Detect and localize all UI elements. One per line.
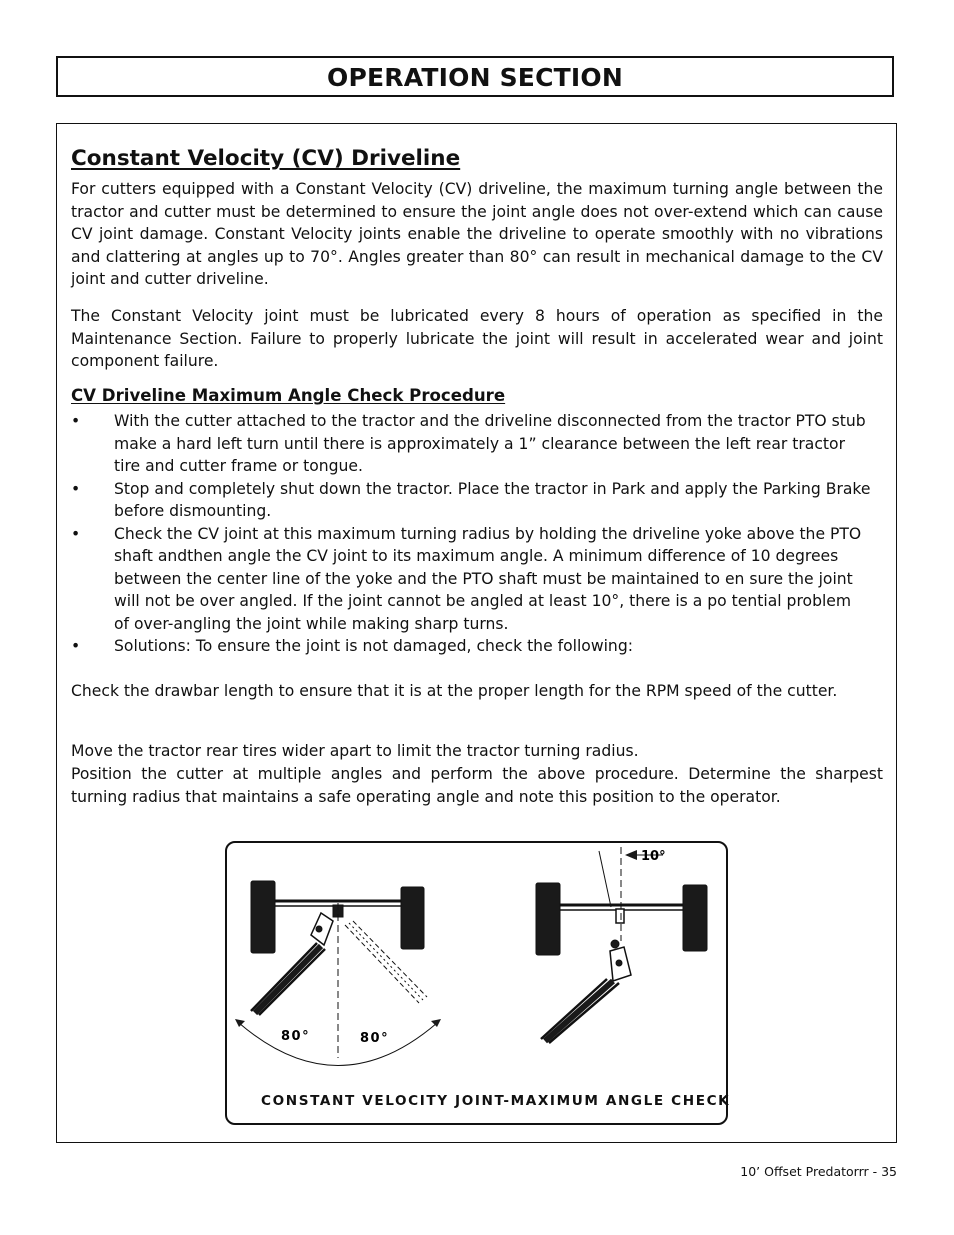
list-item bbox=[71, 635, 871, 658]
procedure-list bbox=[71, 410, 871, 658]
section-title: OPERATION SECTION bbox=[327, 63, 623, 92]
list-item-text: Check the CV joint at this maximum turning radius by holding the driveline yoke above the PTO shaft andthen angle the CV joint to its maximum angle. A minimum difference of 10 degrees between the center line of the yoke and the PTO shaft must be maintained to en sure the joint will not be over angled. If the joint cannot be angled at least 10°, there is a po tential problem of over-angling the joint while making sharp turns. bbox=[114, 524, 862, 633]
list-item bbox=[71, 523, 871, 636]
list-item-text: With the cutter attached to the tractor and the driveline disconnected from the tractor PTO stub make a hard left turn until there is approximately a 1” clearance between the left rear tractor tire and cutter frame or tongue. bbox=[114, 412, 866, 475]
list-item-text: Solutions: To ensure the joint is not damaged, check the following: bbox=[114, 637, 633, 655]
figure-caption: CONSTANT VELOCITY JOINT-MAXIMUM ANGLE CHECK bbox=[261, 1093, 731, 1109]
bullet-icon: • bbox=[71, 637, 81, 655]
tire-icon bbox=[683, 885, 707, 951]
tire-paragraph: Move the tractor rear tires wider apart to limit the tractor turning radius. bbox=[71, 742, 639, 760]
bullet-icon: • bbox=[71, 524, 81, 543]
page-number: 10’ Offset Predatorrr - 35 bbox=[740, 1164, 897, 1179]
tire-icon bbox=[536, 883, 560, 955]
list-item bbox=[71, 410, 871, 478]
tire-icon bbox=[251, 881, 275, 953]
min-angle-label: 10° bbox=[641, 849, 666, 864]
angle-check-subheading: CV Driveline Maximum Angle Check Procedure bbox=[71, 386, 506, 405]
right-diagram bbox=[536, 847, 707, 1043]
position-paragraph: Position the cutter at multiple angles and perform the above procedure. Determine the sharpest turning radius that maintains a safe operating angle and note this position to the operator. bbox=[71, 765, 883, 806]
tire-icon bbox=[401, 887, 424, 949]
intro-paragraph: For cutters equipped with a Constant Velocity (CV) driveline, the maximum turning angle between the tractor and cutter must be determined to ensure the joint angle does not over-extend which can cause CV joint damage. Constant Velocity joints enable the driveline to operate smoothly with no vibrations and clattering at angles up to 70°. Angles greater than 80° can result in mechanical damage to the CV joint and cutter driveline. bbox=[71, 180, 883, 288]
lubrication-paragraph: The Constant Velocity joint must be lubricated every 8 hours of operation as specified in the Maintenance Section. Failure to properly lubricate the joint will result in accelerated wear and joint component failure. bbox=[71, 307, 883, 370]
cv-joint-figure bbox=[225, 841, 731, 1125]
left-angle-label: 80° bbox=[281, 1029, 311, 1044]
list-item-text: Stop and completely shut down the tractor. Place the tractor in Park and apply the Parking Brake before dismounting. bbox=[114, 479, 871, 520]
right-angle-label: 80° bbox=[360, 1031, 390, 1046]
drawbar-paragraph: Check the drawbar length to ensure that it is at the proper length for the RPM speed of the cutter. bbox=[71, 682, 838, 700]
cv-driveline-heading: Constant Velocity (CV) Driveline bbox=[71, 146, 461, 171]
bullet-icon: • bbox=[71, 479, 81, 498]
section-header bbox=[56, 56, 894, 97]
content-panel bbox=[56, 123, 897, 1143]
list-item bbox=[71, 478, 871, 523]
bullet-icon: • bbox=[71, 412, 81, 430]
cv-joint-diagram bbox=[227, 843, 730, 1127]
left-diagram bbox=[235, 881, 441, 1066]
